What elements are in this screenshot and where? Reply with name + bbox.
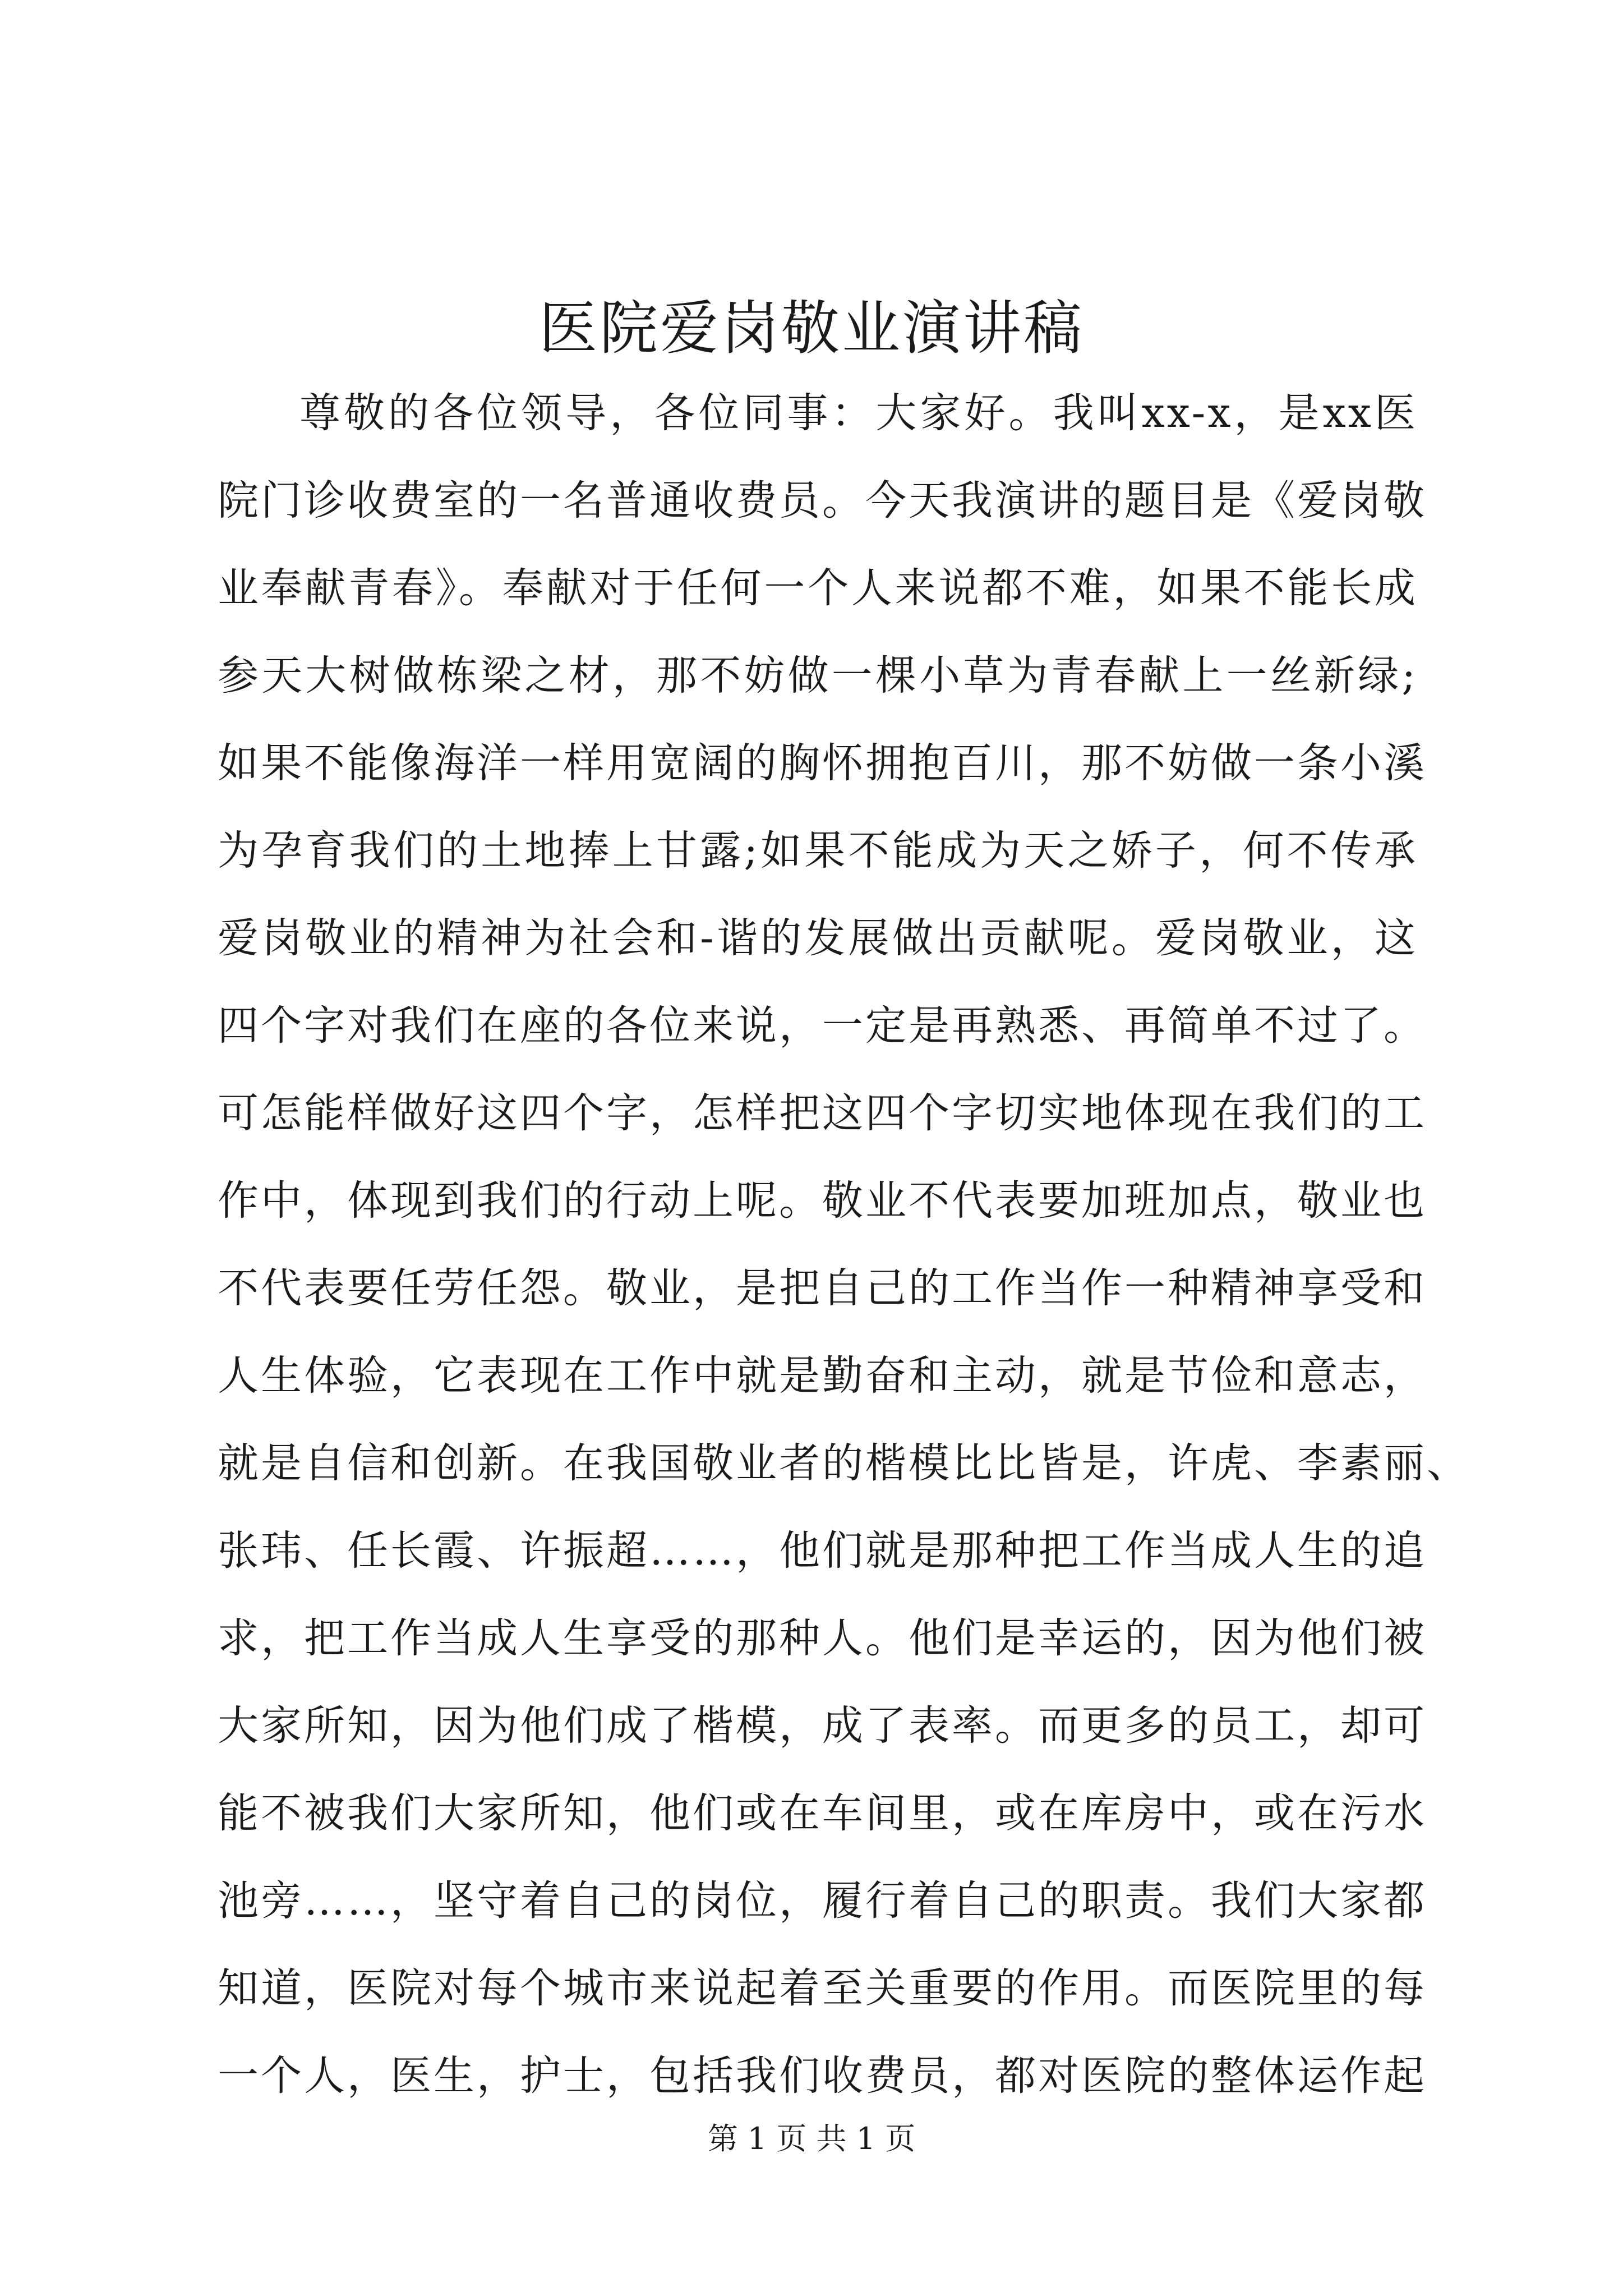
- body-line: 尊敬的各位领导，各位同事：大家好。我叫xx-x，是xx医: [299, 389, 1418, 437]
- body-line: 池旁……，坚守着自己的岗位，履行着自己的职责。我们大家都: [218, 1877, 1427, 1925]
- body-line: 如果不能像海洋一样用宽阔的胸怀拥抱百川，那不妨做一条小溪: [218, 739, 1427, 787]
- body-line: 爱岗敬业的精神为社会和-谐的发展做出贡献呢。爱岗敬业，这: [218, 914, 1418, 962]
- body-line: 大家所知，因为他们成了楷模，成了表率。而更多的员工，却可: [218, 1702, 1427, 1750]
- page-number-footer: 第 1 页 共 1 页: [707, 2121, 916, 2156]
- body-line: 业奉献青春》。奉献对于任何一个人来说都不难，如果不能长成: [218, 564, 1418, 612]
- body-line: 作中，体现到我们的行动上呢。敬业不代表要加班加点，敬业也: [218, 1177, 1427, 1225]
- body-line: 为孕育我们的土地捧上甘露;如果不能成为天之娇子，何不传承: [218, 827, 1418, 875]
- body-line: 能不被我们大家所知，他们或在车间里，或在库房中，或在污水: [218, 1789, 1427, 1837]
- body-line: 四个字对我们在座的各位来说，一定是再熟悉、再简单不过了。: [218, 1002, 1427, 1050]
- body-line: 知道，医院对每个城市来说起着至关重要的作用。而医院里的每: [218, 1964, 1427, 2012]
- body-line: 院门诊收费室的一名普通收费员。今天我演讲的题目是《爱岗敬: [218, 477, 1427, 524]
- body-line: 人生体验，它表现在工作中就是勤奋和主动，就是节俭和意志，: [218, 1352, 1427, 1400]
- body-line: 求，把工作当成人生享受的那种人。他们是幸运的，因为他们被: [218, 1614, 1427, 1662]
- body-line: 不代表要任劳任怨。敬业，是把自己的工作当作一种精神享受和: [218, 1264, 1427, 1312]
- body-line: 参天大树做栋梁之材，那不妨做一棵小草为青春献上一丝新绿;: [218, 652, 1418, 700]
- body-paragraph: [218, 388, 1470, 2138]
- page-title: 医院爱岗敬业演讲稿: [538, 294, 1084, 362]
- body-line: 就是自信和创新。在我国敬业者的楷模比比皆是，许虎、李素丽、: [218, 1439, 1470, 1487]
- body-line: 可怎能样做好这四个字，怎样把这四个字切实地体现在我们的工: [218, 1089, 1427, 1137]
- body-line: 张玮、任长霞、许振超……，他们就是那种把工作当成人生的追: [218, 1527, 1427, 1575]
- body-line: 一个人，医生，护士，包括我们收费员，都对医院的整体运作起: [218, 2052, 1427, 2100]
